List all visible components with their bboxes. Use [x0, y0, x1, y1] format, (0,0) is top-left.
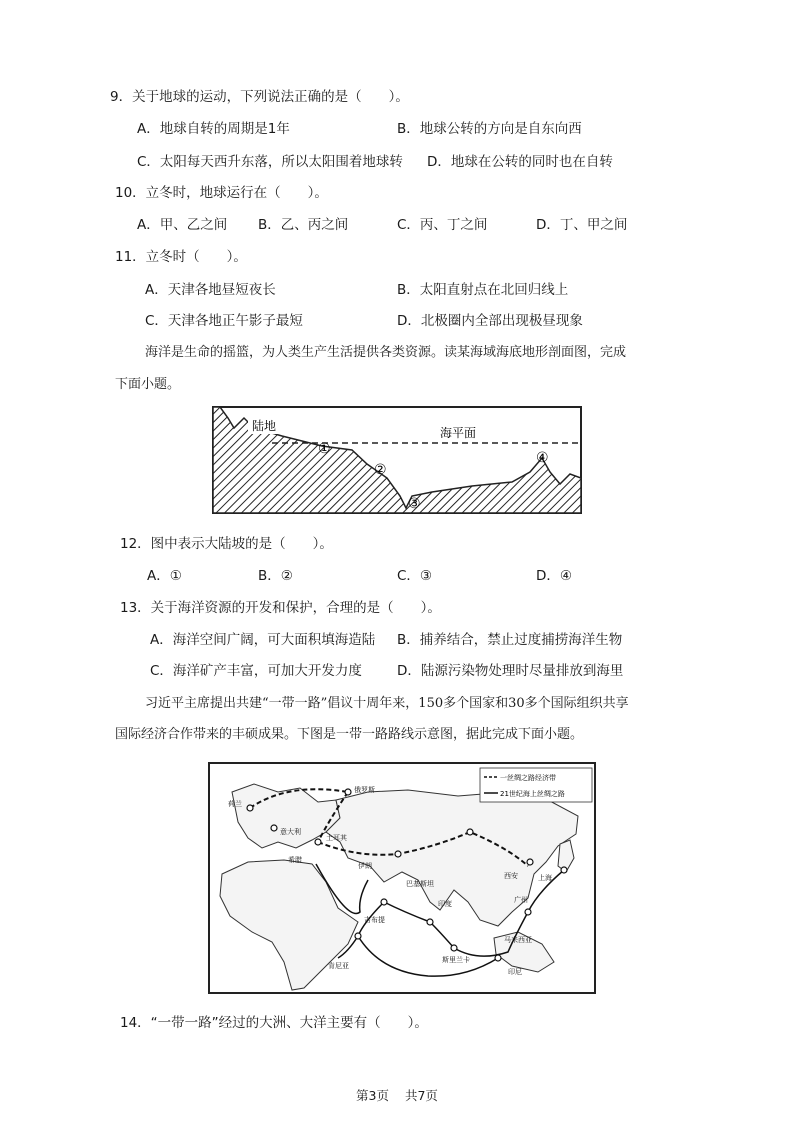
q11-option-c: C．天津各地正午影子最短 [145, 313, 303, 329]
label-india: 印度 [438, 900, 452, 908]
page-total: 共7页 [404, 1088, 438, 1103]
q12-option-a: A．① [147, 568, 182, 584]
q9-stem: 9．关于地球的运动，下列说法正确的是（ ）。 [110, 89, 409, 105]
q9-option-a: A．地球自转的周期是1年 [137, 121, 290, 137]
q9-option-d: D．地球在公转的同时也在自转 [427, 154, 613, 170]
label-pakistan: 巴基斯坦 [406, 880, 434, 888]
label-sri-lanka: 斯里兰卡 [442, 956, 470, 964]
map-legend [480, 768, 592, 802]
label-shanghai: 上海 [538, 874, 552, 882]
q9-option-b: B．地球公转的方向是自东向西 [397, 121, 582, 137]
q11-option-d: D．北极圈内全部出现极昼现象 [397, 313, 583, 329]
label-xian: 西安 [504, 872, 518, 880]
seabed-profile-figure [212, 406, 582, 514]
q12-option-c: C．③ [397, 568, 433, 584]
q14-stem: 14．“一带一路”经过的大洲、大洋主要有（ ）。 [120, 1015, 428, 1031]
q13-option-c: C．海洋矿产丰富，可加大开发力度 [150, 663, 362, 679]
label-iran: 伊朗 [358, 862, 372, 870]
q11-option-a: A．天津各地昼短夜长 [145, 282, 276, 298]
marker-3: ③ [408, 496, 421, 512]
land-label: 陆地 [252, 419, 277, 433]
ocean-intro-line2: 下面小题。 [115, 377, 181, 392]
label-netherlands: 荷兰 [228, 800, 242, 808]
q12-option-b: B．② [258, 568, 293, 584]
q13-option-a: A．海洋空间广阔，可大面积填海造陆 [150, 632, 376, 648]
q13-stem: 13．关于海洋资源的开发和保护，合理的是（ ）。 [120, 600, 441, 616]
label-greece: 希腊 [288, 856, 302, 864]
belt-road-map-figure [208, 762, 596, 994]
page-footer [0, 1086, 794, 1104]
q9-option-c: C．太阳每天西升东落，所以太阳围着地球转 [137, 154, 403, 170]
q12-option-d: D．④ [536, 568, 572, 584]
q12-stem: 12．图中表示大陆坡的是（ ）。 [120, 536, 333, 552]
label-turkey: 土耳其 [326, 834, 347, 842]
label-italy: 意大利 [280, 828, 301, 836]
page-number: 第3页 [356, 1088, 389, 1103]
marker-1: ① [318, 441, 331, 457]
q11-option-b: B．太阳直射点在北回归线上 [397, 282, 569, 298]
q10-stem: 10．立冬时，地球运行在（ ）。 [115, 185, 328, 201]
label-kenya: 肯尼亚 [328, 962, 349, 970]
q13-option-b: B．捕养结合，禁止过度捕捞海洋生物 [397, 632, 623, 648]
belt-intro-line1: 习近平主席提出共建“一带一路”倡议十周年来，150多个国家和30多个国际组织共享 [145, 696, 629, 711]
label-djibouti: 吉布提 [364, 916, 385, 924]
marker-4: ④ [536, 450, 549, 466]
q11-stem: 11．立冬时（ ）。 [115, 249, 247, 265]
sea-level-label: 海平面 [440, 426, 477, 440]
q10-option-d: D．丁、甲之间 [536, 217, 628, 233]
belt-intro-line2: 国际经济合作带来的丰硕成果。下图是一带一路路线示意图，据此完成下面小题。 [115, 727, 584, 742]
label-guangzhou: 广州 [514, 896, 528, 904]
legend-land-route: 一丝绸之路经济带 [500, 774, 556, 782]
ocean-intro-line1: 海洋是生命的摇篮，为人类生产生活提供各类资源。读某海域海底地形剖面图，完成 [145, 345, 627, 360]
q10-option-b: B．乙、丙之间 [258, 217, 349, 233]
q13-option-d: D．陆源污染物处理时尽量排放到海里 [397, 663, 624, 679]
q10-option-c: C．丙、丁之间 [397, 217, 488, 233]
marker-2: ② [374, 462, 387, 478]
label-malaysia: 马来西亚 [504, 936, 532, 944]
q10-option-a: A．甲、乙之间 [137, 217, 228, 233]
legend-sea-route: 21世纪海上丝绸之路 [500, 790, 565, 798]
label-indonesia: 印尼 [508, 968, 522, 976]
label-russia: 俄罗斯 [354, 786, 375, 794]
